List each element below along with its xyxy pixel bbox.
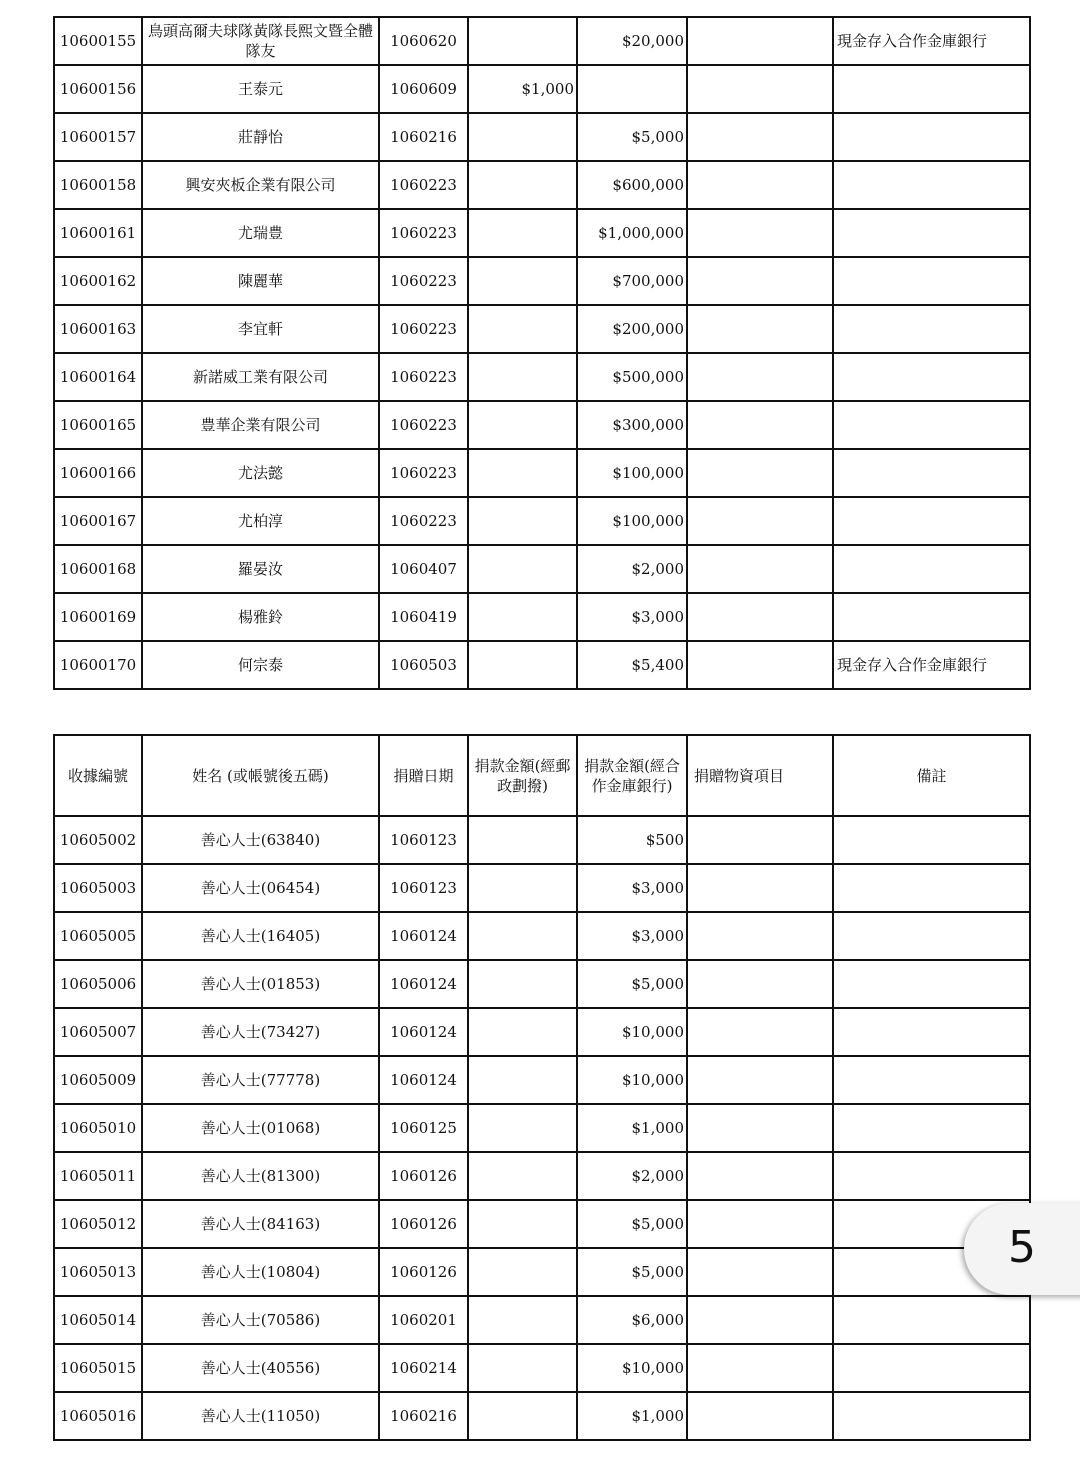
table-row (54, 593, 1030, 641)
amount-bank-cell: $10,000 (577, 1344, 687, 1392)
receipt-number-cell: 10600164 (54, 353, 142, 401)
receipt-number-cell: 10605009 (54, 1056, 142, 1104)
donated-items-cell (687, 593, 833, 641)
notes-cell (833, 113, 1030, 161)
donation-date-cell: 1060216 (379, 113, 468, 161)
amount-postal-cell: $1,000 (468, 65, 577, 113)
amount-postal-cell (468, 1296, 577, 1344)
notes-cell (833, 497, 1030, 545)
amount-postal-cell (468, 864, 577, 912)
donor-name-cell: 善心人士(84163) (142, 1200, 379, 1248)
donation-date-cell: 1060216 (379, 1392, 468, 1440)
table-bottom-body (54, 816, 1030, 1440)
receipt-number-cell: 10605003 (54, 864, 142, 912)
receipt-number-cell: 10600166 (54, 449, 142, 497)
amount-postal-cell (468, 161, 577, 209)
table-row (54, 864, 1030, 912)
amount-bank-cell (577, 65, 687, 113)
donation-date-cell: 1060223 (379, 497, 468, 545)
donation-date-cell: 1060620 (379, 17, 468, 65)
donated-items-cell (687, 497, 833, 545)
donation-date-cell: 1060125 (379, 1104, 468, 1152)
amount-postal-cell (468, 401, 577, 449)
donor-name-cell: 尤柏淳 (142, 497, 379, 545)
donated-items-cell (687, 960, 833, 1008)
amount-bank-cell: $2,000 (577, 545, 687, 593)
donated-items-cell (687, 912, 833, 960)
donated-items-cell (687, 161, 833, 209)
amount-postal-cell (468, 1104, 577, 1152)
amount-postal-cell (468, 1008, 577, 1056)
notes-cell: 現金存入合作金庫銀行 (833, 641, 1030, 689)
amount-bank-cell: $2,000 (577, 1152, 687, 1200)
donor-name-cell: 豊華企業有限公司 (142, 401, 379, 449)
donor-name-cell: 新諾威工業有限公司 (142, 353, 379, 401)
donor-name-cell: 善心人士(70586) (142, 1296, 379, 1344)
donor-name-cell: 何宗泰 (142, 641, 379, 689)
notes-cell (833, 864, 1030, 912)
donation-date-cell: 1060124 (379, 960, 468, 1008)
amount-postal-cell (468, 17, 577, 65)
amount-postal-cell (468, 209, 577, 257)
amount-postal-cell (468, 1152, 577, 1200)
donor-name-cell: 王泰元 (142, 65, 379, 113)
table-row (54, 960, 1030, 1008)
donated-items-cell (687, 1248, 833, 1296)
receipt-number-cell: 10605007 (54, 1008, 142, 1056)
notes-cell (833, 1344, 1030, 1392)
table-row (54, 545, 1030, 593)
amount-postal-cell (468, 1344, 577, 1392)
header-row (54, 735, 1030, 816)
page-number: 5 (1008, 1222, 1036, 1273)
donation-date-cell: 1060126 (379, 1152, 468, 1200)
amount-postal-cell (468, 593, 577, 641)
receipt-number-cell: 10600165 (54, 401, 142, 449)
donation-date-cell: 1060201 (379, 1296, 468, 1344)
amount-bank-cell: $6,000 (577, 1296, 687, 1344)
notes-cell: 現金存入合作金庫銀行 (833, 17, 1030, 65)
amount-postal-cell (468, 1200, 577, 1248)
donation-date-cell: 1060123 (379, 816, 468, 864)
table-row (54, 641, 1030, 689)
table-row (54, 1056, 1030, 1104)
receipt-number-cell: 10600169 (54, 593, 142, 641)
donated-items-cell (687, 449, 833, 497)
donor-name-cell: 善心人士(11050) (142, 1392, 379, 1440)
donation-date-cell: 1060124 (379, 912, 468, 960)
donated-items-cell (687, 1344, 833, 1392)
donated-items-cell (687, 257, 833, 305)
header-donated-items: 捐贈物資項目 (687, 735, 833, 816)
amount-postal-cell (468, 1392, 577, 1440)
amount-bank-cell: $5,000 (577, 960, 687, 1008)
donated-items-cell (687, 816, 833, 864)
donor-name-cell: 善心人士(10804) (142, 1248, 379, 1296)
donated-items-cell (687, 113, 833, 161)
amount-bank-cell: $10,000 (577, 1056, 687, 1104)
donor-name-cell: 善心人士(06454) (142, 864, 379, 912)
amount-bank-cell: $500,000 (577, 353, 687, 401)
donation-date-cell: 1060223 (379, 305, 468, 353)
receipt-number-cell: 10600161 (54, 209, 142, 257)
amount-bank-cell: $100,000 (577, 497, 687, 545)
donor-name-cell: 尤法懿 (142, 449, 379, 497)
table-row (54, 1008, 1030, 1056)
donated-items-cell (687, 1008, 833, 1056)
notes-cell (833, 912, 1030, 960)
amount-bank-cell: $1,000,000 (577, 209, 687, 257)
amount-postal-cell (468, 816, 577, 864)
notes-cell (833, 1392, 1030, 1440)
donation-date-cell: 1060126 (379, 1248, 468, 1296)
amount-bank-cell: $5,000 (577, 1200, 687, 1248)
amount-bank-cell: $500 (577, 816, 687, 864)
receipt-number-cell: 10600163 (54, 305, 142, 353)
receipt-number-cell: 10605002 (54, 816, 142, 864)
table-row (54, 113, 1030, 161)
amount-postal-cell (468, 545, 577, 593)
table-row (54, 1248, 1030, 1296)
amount-bank-cell: $1,000 (577, 1392, 687, 1440)
donor-name-cell: 善心人士(77778) (142, 1056, 379, 1104)
notes-cell (833, 401, 1030, 449)
notes-cell (833, 960, 1030, 1008)
donated-items-cell (687, 1296, 833, 1344)
donated-items-cell (687, 1104, 833, 1152)
amount-postal-cell (468, 353, 577, 401)
donation-date-cell: 1060407 (379, 545, 468, 593)
donation-date-cell: 1060214 (379, 1344, 468, 1392)
table-header (54, 735, 1030, 816)
receipt-number-cell: 10605016 (54, 1392, 142, 1440)
amount-bank-cell: $10,000 (577, 1008, 687, 1056)
donated-items-cell (687, 1392, 833, 1440)
donor-name-cell: 善心人士(01853) (142, 960, 379, 1008)
receipt-number-cell: 10600158 (54, 161, 142, 209)
amount-postal-cell (468, 960, 577, 1008)
donated-items-cell (687, 17, 833, 65)
donated-items-cell (687, 1056, 833, 1104)
table-row (54, 1296, 1030, 1344)
notes-cell (833, 65, 1030, 113)
amount-postal-cell (468, 449, 577, 497)
amount-postal-cell (468, 497, 577, 545)
table-row (54, 912, 1030, 960)
table-row (54, 161, 1030, 209)
donation-date-cell: 1060124 (379, 1056, 468, 1104)
donor-name-cell: 陳麗華 (142, 257, 379, 305)
amount-bank-cell: $5,000 (577, 1248, 687, 1296)
donor-name-cell: 善心人士(16405) (142, 912, 379, 960)
receipt-number-cell: 10600156 (54, 65, 142, 113)
receipt-number-cell: 10600162 (54, 257, 142, 305)
table-row (54, 209, 1030, 257)
donor-name-cell: 尤瑞豊 (142, 209, 379, 257)
table-row (54, 1104, 1030, 1152)
donated-items-cell (687, 305, 833, 353)
receipt-number-cell: 10600157 (54, 113, 142, 161)
amount-bank-cell: $700,000 (577, 257, 687, 305)
receipt-number-cell: 10605014 (54, 1296, 142, 1344)
notes-cell (833, 593, 1030, 641)
notes-cell (833, 161, 1030, 209)
notes-cell (833, 257, 1030, 305)
receipt-number-cell: 10605015 (54, 1344, 142, 1392)
donor-name-cell: 善心人士(01068) (142, 1104, 379, 1152)
table-row (54, 65, 1030, 113)
donation-date-cell: 1060126 (379, 1200, 468, 1248)
donor-name-cell: 羅晏汝 (142, 545, 379, 593)
donation-date-cell: 1060124 (379, 1008, 468, 1056)
receipt-number-cell: 10600167 (54, 497, 142, 545)
amount-postal-cell (468, 257, 577, 305)
donated-items-cell (687, 641, 833, 689)
receipt-number-cell: 10600155 (54, 17, 142, 65)
amount-bank-cell: $5,400 (577, 641, 687, 689)
notes-cell (833, 305, 1030, 353)
notes-cell (833, 1296, 1030, 1344)
header-name: 姓名 (或帳號後五碼) (142, 735, 379, 816)
donated-items-cell (687, 353, 833, 401)
receipt-number-cell: 10605010 (54, 1104, 142, 1152)
notes-cell (833, 1008, 1030, 1056)
receipt-number-cell: 10600170 (54, 641, 142, 689)
donor-name-cell: 鳥頭高爾夫球隊黃隊長熙文暨全體隊友 (142, 17, 379, 65)
amount-bank-cell: $200,000 (577, 305, 687, 353)
amount-bank-cell: $3,000 (577, 593, 687, 641)
header-donation-date: 捐贈日期 (379, 735, 468, 816)
header-amount-bank: 捐款金額(經合作金庫銀行) (577, 735, 687, 816)
amount-postal-cell (468, 1248, 577, 1296)
header-receipt-number: 收據編號 (54, 735, 142, 816)
receipt-number-cell: 10605006 (54, 960, 142, 1008)
receipt-number-cell: 10605005 (54, 912, 142, 960)
amount-bank-cell: $600,000 (577, 161, 687, 209)
donor-name-cell: 李宜軒 (142, 305, 379, 353)
donation-date-cell: 1060223 (379, 257, 468, 305)
donation-date-cell: 1060123 (379, 864, 468, 912)
donor-name-cell: 善心人士(40556) (142, 1344, 379, 1392)
table-row (54, 449, 1030, 497)
donor-name-cell: 莊靜怡 (142, 113, 379, 161)
donated-items-cell (687, 209, 833, 257)
table-row (54, 1200, 1030, 1248)
amount-bank-cell: $20,000 (577, 17, 687, 65)
donated-items-cell (687, 1200, 833, 1248)
amount-bank-cell: $3,000 (577, 912, 687, 960)
donor-name-cell: 楊雅鈴 (142, 593, 379, 641)
donated-items-cell (687, 1152, 833, 1200)
amount-postal-cell (468, 912, 577, 960)
receipt-number-cell: 10605012 (54, 1200, 142, 1248)
notes-cell (833, 545, 1030, 593)
amount-postal-cell (468, 305, 577, 353)
table-top-body (54, 17, 1030, 689)
table-row (54, 497, 1030, 545)
donation-table-top (53, 16, 1031, 690)
donation-date-cell: 1060223 (379, 353, 468, 401)
notes-cell (833, 1056, 1030, 1104)
donation-date-cell: 1060223 (379, 209, 468, 257)
donor-name-cell: 興安夾板企業有限公司 (142, 161, 379, 209)
notes-cell (833, 449, 1030, 497)
donation-date-cell: 1060223 (379, 401, 468, 449)
table-row (54, 1344, 1030, 1392)
table-row (54, 305, 1030, 353)
notes-cell (833, 1104, 1030, 1152)
table-row (54, 1392, 1030, 1440)
amount-bank-cell: $300,000 (577, 401, 687, 449)
table-row (54, 257, 1030, 305)
notes-cell (833, 816, 1030, 864)
receipt-number-cell: 10600168 (54, 545, 142, 593)
amount-bank-cell: $3,000 (577, 864, 687, 912)
amount-bank-cell: $100,000 (577, 449, 687, 497)
donated-items-cell (687, 401, 833, 449)
table-row (54, 816, 1030, 864)
notes-cell (833, 209, 1030, 257)
amount-postal-cell (468, 641, 577, 689)
notes-cell (833, 1152, 1030, 1200)
donation-date-cell: 1060419 (379, 593, 468, 641)
donated-items-cell (687, 545, 833, 593)
donation-date-cell: 1060223 (379, 449, 468, 497)
header-amount-postal: 捐款金額(經郵政劃撥) (468, 735, 577, 816)
donation-date-cell: 1060609 (379, 65, 468, 113)
table-row (54, 353, 1030, 401)
donation-table-bottom (53, 734, 1031, 1441)
donor-name-cell: 善心人士(81300) (142, 1152, 379, 1200)
amount-bank-cell: $1,000 (577, 1104, 687, 1152)
amount-postal-cell (468, 113, 577, 161)
table-row (54, 1152, 1030, 1200)
table-row (54, 17, 1030, 65)
amount-bank-cell: $5,000 (577, 113, 687, 161)
donation-date-cell: 1060503 (379, 641, 468, 689)
donated-items-cell (687, 864, 833, 912)
receipt-number-cell: 10605011 (54, 1152, 142, 1200)
notes-cell (833, 353, 1030, 401)
donor-name-cell: 善心人士(73427) (142, 1008, 379, 1056)
receipt-number-cell: 10605013 (54, 1248, 142, 1296)
donated-items-cell (687, 65, 833, 113)
donation-date-cell: 1060223 (379, 161, 468, 209)
amount-postal-cell (468, 1056, 577, 1104)
header-notes: 備註 (833, 735, 1030, 816)
donor-name-cell: 善心人士(63840) (142, 816, 379, 864)
table-row (54, 401, 1030, 449)
